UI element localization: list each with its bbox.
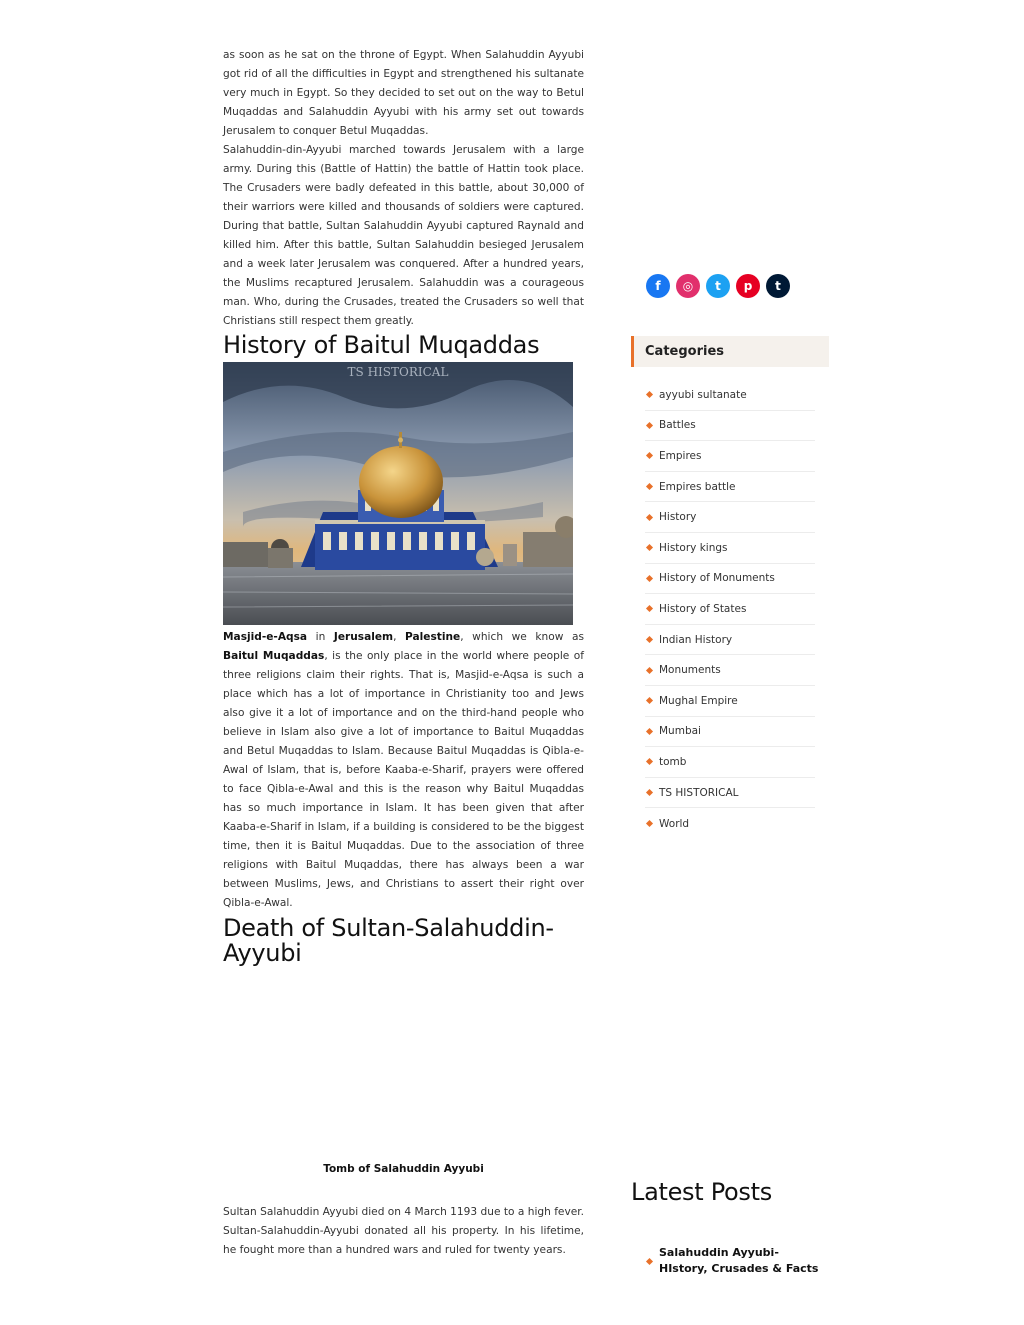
category-label[interactable]: History: [659, 511, 697, 524]
bullet-icon: [646, 820, 653, 827]
instagram-icon[interactable]: ◎: [676, 274, 700, 298]
category-label[interactable]: Empires: [659, 449, 702, 462]
category-item[interactable]: [645, 441, 815, 472]
bold-term: Masjid-e-Aqsa: [223, 631, 308, 643]
category-label[interactable]: Mumbai: [659, 725, 701, 738]
category-label[interactable]: Indian History: [659, 633, 733, 646]
bullet-icon: [646, 697, 653, 704]
paragraph-text: in: [307, 631, 334, 643]
category-item[interactable]: [645, 625, 815, 656]
section-heading: History of Baitul Muqaddas: [223, 331, 540, 359]
dome-of-the-rock-image: [223, 362, 573, 625]
paragraph-text: , which we know as: [460, 631, 584, 643]
category-item[interactable]: [645, 655, 815, 686]
bullet-icon: [646, 391, 653, 398]
category-item[interactable]: [645, 594, 815, 625]
category-label[interactable]: History of States: [659, 602, 747, 615]
section-heading: Death of Sultan-Salahuddin-Ayyubi: [223, 914, 554, 967]
paragraph-text: , is the only place in the world where people of three religions claim their rights. That is, Masjid-e-Aqsa is such a place which has a lot of importance in Christianity too and Jews also give it a lot of importance and on the third-hand people who believe in Islam also give a lot of importance to Baitul Muqaddas and Betul Muqaddas to Islam. Because Baitul Muqaddas is Qibla-e-Awal of Islam, that is, before Kaaba-e-Sharif, prayers were offered to face Qibla-e-Awal and this is the reason why Baitul Muqaddas has so much importance in Islam. It has been given that after Kaaba-e-Sharif in Islam, if a building is considered to be the biggest time, then it is Baitul Muqaddas. Due to the association of three religions with Baitul Muqaddas, there has always been a war between Muslims, Jews, and Christians to assert their right over Qibla-e-Awal.: [223, 650, 585, 909]
category-item[interactable]: [645, 564, 815, 595]
facebook-icon[interactable]: f: [646, 274, 670, 298]
category-label[interactable]: Monuments: [659, 664, 721, 677]
category-label[interactable]: Battles: [659, 419, 696, 432]
categories-title: Categories: [645, 344, 725, 359]
category-item[interactable]: [645, 747, 815, 778]
category-label[interactable]: Mughal Empire: [659, 694, 738, 707]
category-label[interactable]: ayyubi sultanate: [659, 388, 747, 401]
article-paragraph: Salahuddin-din-Ayyubi marched towards Jerusalem with a large army. During this (Battle of Hattin) the battle of Hattin took place. The Crusaders were badly defeated in this battle, about 30,000 of their warriors were killed and thousands of soldiers were captured. During that battle, Sultan Salahuddin Ayyubi captured Raynald and killed him. After this battle, Sultan Salahuddin besieged Jerusalem and a week later Jerusalem was conquered. After a hundred years, the Muslims recaptured Jerusalem. Salahuddin was a courageous man. Who, during the Crusades, treated the Crusaders so well that Christians still respect them greatly.: [223, 144, 584, 327]
category-item[interactable]: [645, 533, 815, 564]
category-item[interactable]: [645, 502, 815, 533]
category-item[interactable]: [645, 411, 815, 442]
image-watermark: TS HISTORICAL: [347, 365, 449, 379]
bullet-icon: [646, 728, 653, 735]
category-item[interactable]: [645, 808, 815, 839]
category-item[interactable]: [645, 472, 815, 503]
bullet-icon: [646, 605, 653, 612]
bullet-icon: [646, 575, 653, 582]
tumblr-icon[interactable]: t: [766, 274, 790, 298]
bullet-icon: [646, 422, 653, 429]
bullet-icon: [646, 1257, 653, 1264]
pinterest-icon[interactable]: p: [736, 274, 760, 298]
bullet-icon: [646, 789, 653, 796]
categories-list: [645, 380, 815, 839]
article-paragraph: [223, 628, 584, 913]
paragraph-text: ,: [393, 631, 406, 643]
social-links: [646, 274, 790, 298]
latest-post-link[interactable]: [645, 1245, 825, 1277]
bullet-icon: [646, 758, 653, 765]
category-item[interactable]: [645, 778, 815, 809]
article-paragraph: as soon as he sat on the throne of Egypt. When Salahuddin Ayyubi got rid of all the difficulties in Egypt and strengthened his sultanate very much in Egypt. So they decided to set out on the way to Betul Muqaddas and Salahuddin Ayyubi with his army set out towards Jerusalem to conquer Betul Muqaddas.: [223, 49, 584, 137]
category-label[interactable]: History kings: [659, 541, 728, 554]
bullet-icon: [646, 483, 653, 490]
bullet-icon: [646, 636, 653, 643]
category-label[interactable]: History of Monuments: [659, 572, 775, 585]
category-label[interactable]: TS HISTORICAL: [659, 786, 739, 799]
category-item[interactable]: [645, 686, 815, 717]
bold-term: Baitul Muqaddas: [223, 650, 325, 662]
bullet-icon: [646, 514, 653, 521]
category-label[interactable]: tomb: [659, 755, 687, 768]
bullet-icon: [646, 667, 653, 674]
category-item[interactable]: [645, 717, 815, 748]
twitter-icon[interactable]: t: [706, 274, 730, 298]
category-label[interactable]: World: [659, 817, 690, 830]
image-caption: Tomb of Salahuddin Ayyubi: [323, 1163, 484, 1175]
category-item[interactable]: [645, 380, 815, 411]
latest-posts-title: Latest Posts: [631, 1178, 772, 1206]
bullet-icon: [646, 452, 653, 459]
categories-header: [631, 336, 829, 367]
category-label[interactable]: Empires battle: [659, 480, 736, 493]
bullet-icon: [646, 544, 653, 551]
article-paragraph: Sultan Salahuddin Ayyubi died on 4 March 1193 due to a high fever. Sultan-Salahuddin-Ayyubi donated all his property. In his lifetime, he fought more than a hundred wars and ruled for twenty years.: [223, 1206, 584, 1256]
bold-term: Palestine: [405, 631, 461, 643]
bold-term: Jerusalem: [333, 631, 394, 643]
article-content: [223, 46, 585, 1256]
latest-post-title[interactable]: Salahuddin Ayyubi-HIstory, Crusades & Facts: [659, 1246, 819, 1275]
